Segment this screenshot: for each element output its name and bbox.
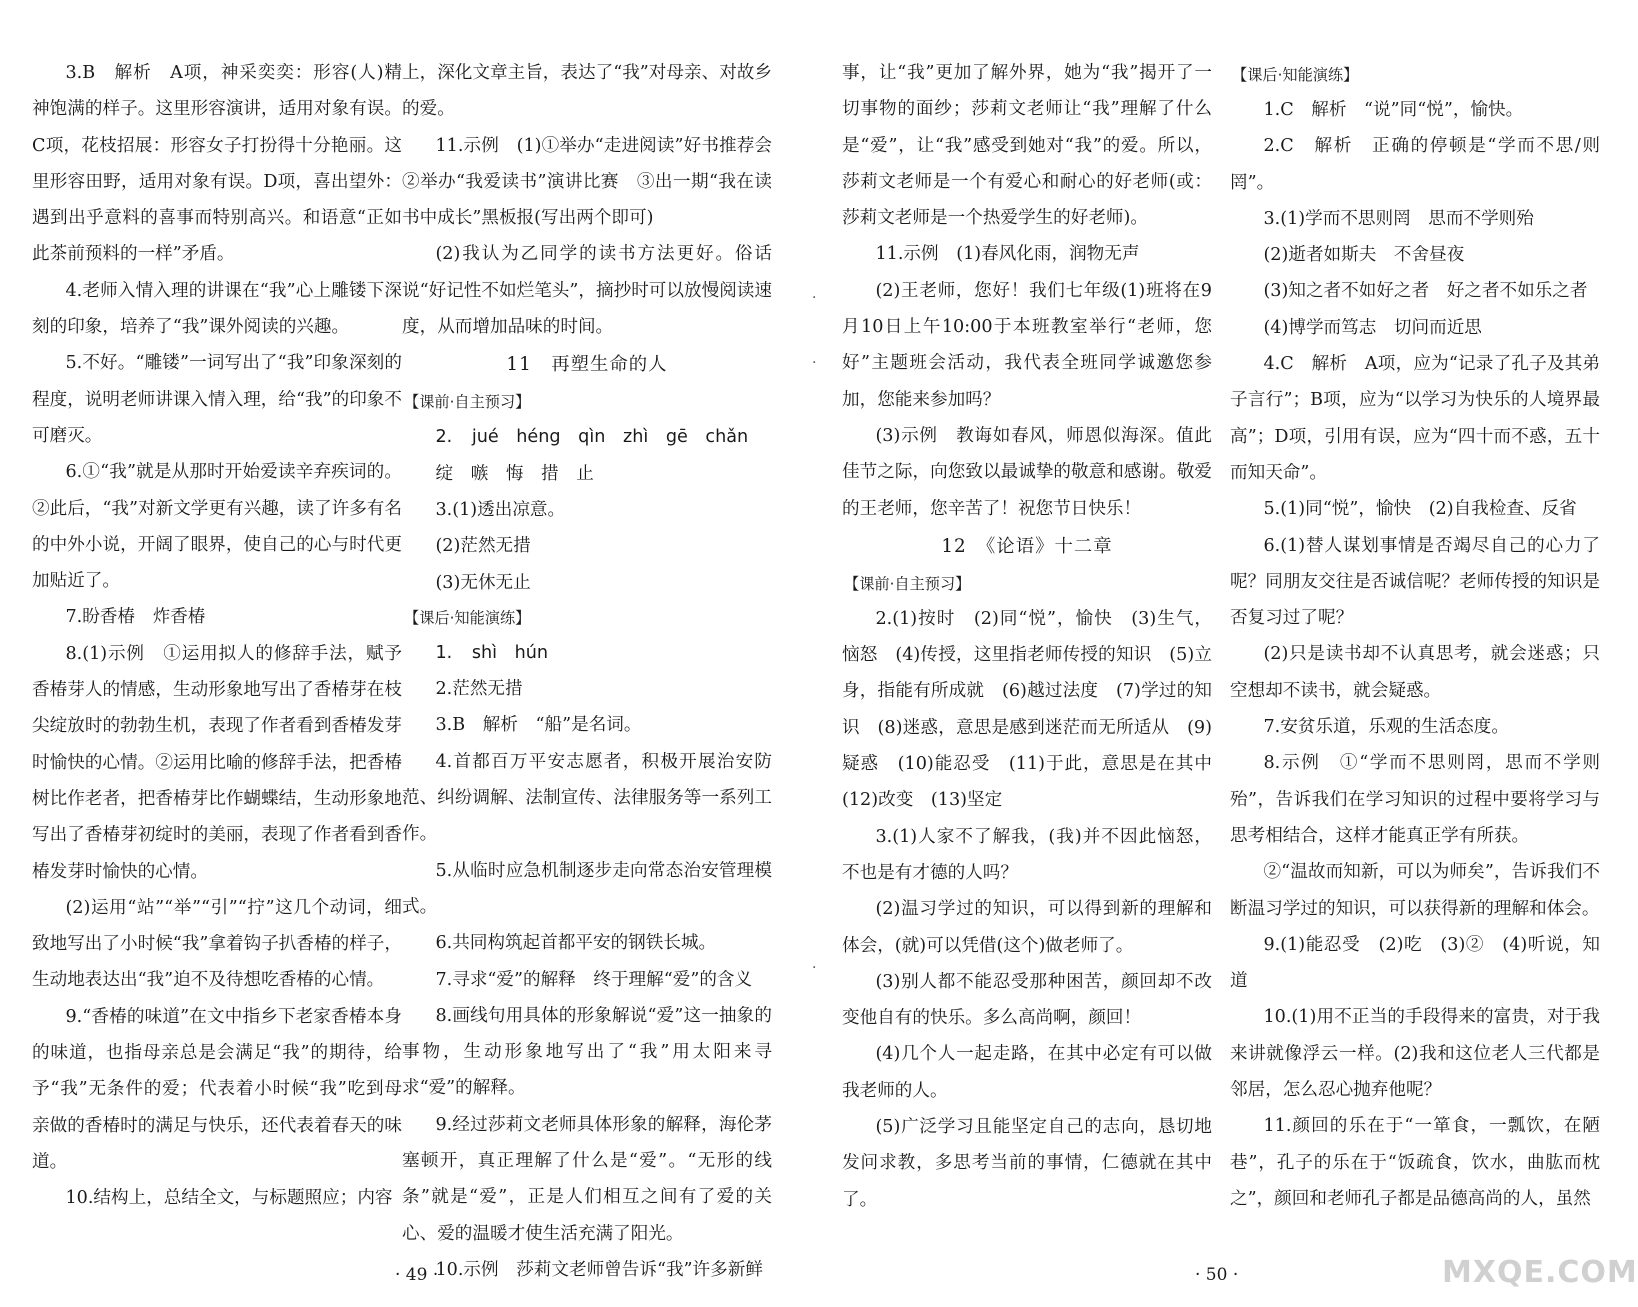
right-page-column-2 <box>1230 58 1600 1217</box>
section-tag: 【课后·知能演练】 <box>1232 66 1359 84</box>
answer-paragraph: 11.示例 (1)①举办“走进阅读”好书推荐会 ②举办“我爱读书”演讲比赛 ③出一期“我在读书中成长”黑板报(写出两个即可) <box>402 135 790 229</box>
page-number: · 49 · <box>395 1265 439 1285</box>
section-tag: 【课后·知能演练】 <box>404 608 531 627</box>
section-title: 12 《论语》十二章 <box>941 535 1113 557</box>
answer-paragraph: 上，深化文章主旨，表达了“我”对母亲、对故乡的爱。 <box>402 63 772 120</box>
right-page-column-1 <box>842 55 1230 1218</box>
answer-paragraph: 6.(1)替人谋划事情是否竭尽自己的心力了呢？同朋友交往是否诚信呢？老师传授的知识是否复习过了呢？ <box>1230 535 1600 629</box>
answer-paragraph: 8.画线句用具体的形象解说“爱”这一抽象的事物，生动形象地写出了“我”用太阳来寻求“爱”的解释。 <box>402 1005 772 1099</box>
answer-paragraph: 11.示例 (1)春风化雨，润物无声 <box>875 244 1140 265</box>
answer-paragraph: ②“温故而知新，可以为师矣”，告诉我们不断温习学过的知识，可以获得新的理解和体会。 <box>1230 862 1600 919</box>
answer-paragraph: 9.“香椿的味道”在文中指乡下老家香椿本身的味道，也指母亲总是会满足“我”的期待，给予“我”无条件的爱；代表着小时候“我”吃到母亲做的香椿时的满足与快乐，还代表着春天的味道。 <box>32 1006 402 1172</box>
answer-paragraph: (5)广泛学习且能坚定自己的志向，恳切地发问求教，多思考当前的事情，仁德就在其中了。 <box>842 1117 1212 1210</box>
section-tag: 【课前·自主预习】 <box>844 574 971 593</box>
answer-paragraph: 5.(1)同“悦”，愉快 (2)自我检查、反省 <box>1263 499 1577 520</box>
answer-paragraph: 3.B 解析 A项，神采奕奕：形容(人)精神饱满的样子。这里形容演讲，适用对象有误。C项，花枝招展：形容女子打扮得十分艳丽。这里形容田野，适用对象有误。D项，喜出望外：遇到出乎意料的喜事而特别高兴。和语意“正如此茶前预料的一样”矛盾。 <box>32 63 402 265</box>
answer-paragraph: (3)示例 教诲如春风，师恩似海深。值此佳节之际，向您致以最诚挚的敬意和感谢。敬爱的王老师，您辛苦了！祝您节日快乐！ <box>842 425 1212 519</box>
answer-paragraph: 10.示例 莎莉文老师曾告诉“我”许多新鲜 <box>435 1259 763 1280</box>
answer-paragraph: (2)温习学过的知识，可以得到新的理解和体会，(就)可以凭借(这个)做老师了。 <box>842 899 1212 956</box>
gutter-dot: · <box>812 290 817 306</box>
answer-paragraph: 8.(1)示例 ①运用拟人的修辞手法，赋予香椿芽人的情感，生动形象地写出了香椿芽在枝尖绽放时的勃勃生机，表现了作者看到香椿发芽时愉快的心情。②运用比喻的修辞手法，把香椿树比作老者，把香椿芽比作蝴蝶结，生动形象地写出了香椿芽初绽时的美丽，表现了作者看到香椿发芽时愉快的心情。 <box>32 643 402 882</box>
answer-paragraph: 9.(1)能忍受 (2)吃 (3)② (4)听说，知道 <box>1230 934 1600 992</box>
answer-paragraph: 4.首都百万平安志愿者，积极开展治安防范、纠纷调解、法制宣传、法律服务等一系列工作。 <box>402 751 772 845</box>
answer-paragraph: (4)博学而笃志 切问而近思 <box>1263 317 1482 338</box>
answer-paragraph: 4.老师入情入理的讲课在“我”心上雕镂下深刻的印象，培养了“我”课外阅读的兴趣。 <box>32 280 402 338</box>
answer-paragraph: 3.(1)透出凉意。 <box>435 499 566 520</box>
answer-paragraph: 3.(1)人家不了解我，(我)并不因此恼怒，不也是有才德的人吗？ <box>842 826 1212 883</box>
answer-paragraph: 3.(1)学而不思则罔 思而不学则殆 <box>1263 208 1534 229</box>
watermark-logo: MXQE.COM <box>1442 1255 1638 1290</box>
left-page-column-2 <box>402 55 790 1288</box>
answer-paragraph: 8.示例 ①“学而不思则罔，思而不学则殆”，告诉我们在学习知识的过程中要将学习与思考相结合，这样才能真正学有所获。 <box>1230 753 1600 846</box>
answer-paragraph: (2)运用“站”“举”“引”“拧”这几个动词，细致地写出了小时候“我”拿着钩子扒香椿的样子，生动地表达出“我”迫不及待想吃香椿的心情。 <box>32 897 402 991</box>
answer-paragraph: 1.C 解析 “说”同“悦”，愉快。 <box>1263 100 1524 120</box>
answer-paragraph: 6.①“我”就是从那时开始爱读辛弃疾词的。②此后，“我”对新文学更有兴趣，读了许多有名的中外小说，开阔了眼界，使自己的心与时代更加贴近了。 <box>32 462 402 592</box>
answer-paragraph: (2)茫然无措 <box>435 536 531 557</box>
answer-paragraph: 10.结构上，总结全文，与标题照应；内容 <box>65 1188 393 1209</box>
answer-paragraph: (2)王老师，您好！我们七年级(1)班将在9月10日上午10:00于本班教室举行“老师，您好”主题班会活动，我代表全班同学诚邀您参加，您能来参加吗？ <box>842 280 1212 410</box>
answer-paragraph: (4)几个人一起走路，在其中必定有可以做我老师的人。 <box>842 1044 1212 1101</box>
answer-paragraph: 7.寻求“爱”的解释 终于理解“爱”的含义 <box>435 969 753 990</box>
pinyin-answer: 2. jué héng qìn zhì gē chǎn <box>435 427 749 448</box>
gutter-dot: · <box>812 960 817 976</box>
section-title: 11 再塑生命的人 <box>506 354 668 376</box>
answer-paragraph: 6.共同构筑起首都平安的钢铁长城。 <box>435 933 717 954</box>
answer-paragraph: 5.不好。“雕镂”一词写出了“我”印象深刻的程度，说明老师讲课入情入理，给“我”的印象不可磨灭。 <box>32 353 402 446</box>
pinyin-answer: 1. shì hún <box>435 642 549 663</box>
left-page-column-1 <box>32 55 402 1217</box>
answer-paragraph: (2)只是读书却不认真思考，就会迷惑；只空想却不读书，就会疑惑。 <box>1230 644 1600 701</box>
answer-paragraph: 3.B 解析 “船”是名词。 <box>435 715 642 736</box>
answer-paragraph: (3)知之者不如好之者 好之者不如乐之者 <box>1263 281 1588 302</box>
answer-paragraph: 11.颜回的乐在于“一箪食，一瓢饮，在陋巷”，孔子的乐在于“饭疏食，饮水，曲肱而枕之”，颜回和老师孔子都是品德高尚的人，虽然 <box>1230 1116 1600 1209</box>
answer-paragraph: 2.C 解析 正确的停顿是“学而不思/则罔”。 <box>1230 136 1600 193</box>
answer-paragraph: (2)逝者如斯夫 不舍昼夜 <box>1263 245 1465 266</box>
answer-paragraph: 2.(1)按时 (2)同“悦”，愉快 (3)生气，恼怒 (4)传授，这里指老师传授的知识 (5)立身，指能有所成就 (6)越过法度 (7)学过的知识 (8)迷惑，意思是感到迷茫而无所适从 (9)疑惑 (10)能忍受 (11)于此，意思是在其中 (12)改变 (13)坚定 <box>842 608 1230 811</box>
answer-paragraph: 7.安贫乐道，乐观的生活态度。 <box>1263 717 1509 738</box>
answer-paragraph: 10.(1)用不正当的手段得来的富贵，对于我来讲就像浮云一样。(2)我和这位老人三代都是邻居，怎么忍心抛弃他呢？ <box>1230 1007 1600 1101</box>
answer-paragraph: 2.茫然无措 <box>435 679 523 700</box>
character-answer: 绽 嗾 悔 措 止 <box>435 463 594 484</box>
answer-paragraph: 7.盼香椿 炸香椿 <box>65 607 206 628</box>
answer-paragraph: 5.从临时应急机制逐步走向常态治安管理模式。 <box>402 860 772 917</box>
answer-paragraph: (2)我认为乙同学的读书方法更好。俗话说“好记性不如烂笔头”，摘抄时可以放慢阅读速度，从而增加品味的时间。 <box>402 244 772 338</box>
gutter-dot: · <box>812 355 817 371</box>
answer-paragraph: 事，让“我”更加了解外界，她为“我”揭开了一切事物的面纱；莎莉文老师让“我”理解了什么是“爱”，让“我”感受到她对“我”的爱。所以，莎莉文老师是一个有爱心和耐心的好老师(或：莎莉文老师是一个热爱学生的好老师)。 <box>842 63 1212 229</box>
section-tag: 【课前·自主预习】 <box>404 393 531 412</box>
answer-paragraph: 9.经过莎莉文老师具体形象的解释，海伦茅塞顿开，真正理解了什么是“爱”。“无形的线条”就是“爱”，正是人们相互之间有了爱的关心、爱的温暖才使生活充满了阳光。 <box>402 1114 772 1244</box>
answer-paragraph: (3)无休无止 <box>435 572 531 593</box>
answer-paragraph: 4.C 解析 A项，应为“记录了孔子及其弟子言行”；B项，应为“以学习为快乐的人境界最高”；D项，引用有误，应为“四十而不惑，五十而知天命”。 <box>1230 354 1600 483</box>
page-number: · 50 · <box>1195 1265 1239 1285</box>
answer-paragraph: (3)别人都不能忍受那种困苦，颜回却不改变他自有的快乐。多么高尚啊，颜回！ <box>842 971 1212 1029</box>
